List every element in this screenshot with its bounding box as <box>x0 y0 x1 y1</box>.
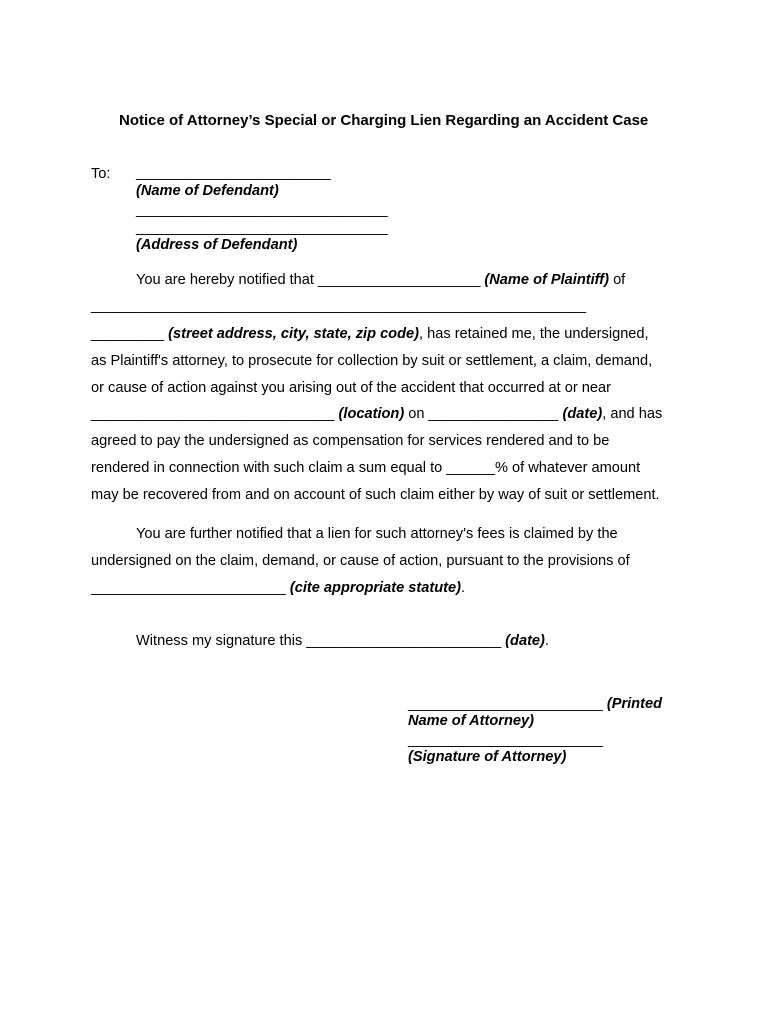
defendant-name-line: ________________________ <box>136 165 331 181</box>
para1-text: , has retained me, the undersigned, <box>419 326 649 342</box>
document-title: Notice of Attorney’s Special or Charging Lien Regarding an Accident Case <box>119 112 649 129</box>
signature-line: ________________________ <box>408 732 603 748</box>
plaintiff-address-line: _____________________________________________________________ <box>91 298 587 314</box>
defendant-name-hint: (Name of Defendant) <box>136 183 279 199</box>
para1-line-8: rendered in connection with such claim a sum equal to ______% of whatever amount <box>91 460 641 476</box>
para1-line-5: or cause of action against you arising out of the accident that occurred at or near <box>91 380 612 396</box>
printed-name-line <box>408 697 662 712</box>
para1-line-4: as Plaintiff's attorney, to prosecute for collection by suit or settlement, a claim, demand, <box>91 353 653 369</box>
para2-text: . <box>460 580 466 596</box>
defendant-address-hint: (Address of Defendant) <box>136 237 298 253</box>
printed-name-blank: ________________________ <box>408 696 607 712</box>
witness-text: Witness my signature this ________________________ <box>136 633 506 649</box>
date-hint: (date) <box>562 406 603 422</box>
witness-text: . <box>544 633 549 649</box>
para1-line-6 <box>91 407 662 422</box>
witness-date-hint: (date) <box>505 633 545 649</box>
defendant-address-line-1: _______________________________ <box>136 202 388 218</box>
to-label: To: <box>91 166 111 182</box>
para1-text: ______________________________ <box>91 406 339 422</box>
para1-text: _________ <box>91 326 169 342</box>
para2-line-2: undersigned on the claim, demand, or cause of action, pursuant to the provisions of <box>91 553 630 569</box>
para1-line-1 <box>136 273 625 288</box>
defendant-address-line-2: _______________________________ <box>136 220 388 236</box>
para2-text: ________________________ <box>91 580 290 596</box>
para1-line-7: agreed to pay the undersigned as compensation for services rendered and to be <box>91 433 610 449</box>
plaintiff-name-hint: (Name of Plaintiff) <box>484 272 610 288</box>
para2-line-3 <box>91 581 465 596</box>
para1-text: , and has <box>602 406 663 422</box>
para2-line-1: You are further notified that a lien for such attorney's fees is claimed by the <box>136 526 618 542</box>
para1-text: You are hereby notified that ____________________ <box>136 272 485 288</box>
para1-line-9: may be recovered from and on account of such claim either by way of suit or settlement. <box>91 487 660 503</box>
witness-line <box>136 634 549 649</box>
printed-name-hint-cont: Name of Attorney) <box>408 713 534 729</box>
para1-line-3 <box>91 327 649 342</box>
street-address-hint: (street address, city, state, zip code) <box>168 326 419 342</box>
printed-name-hint: (Printed <box>606 696 662 712</box>
para1-text: on ________________ <box>404 406 563 422</box>
statute-hint: (cite appropriate statute) <box>289 580 461 596</box>
signature-hint: (Signature of Attorney) <box>408 749 567 765</box>
location-hint: (location) <box>338 406 405 422</box>
para1-text: of <box>609 272 626 288</box>
